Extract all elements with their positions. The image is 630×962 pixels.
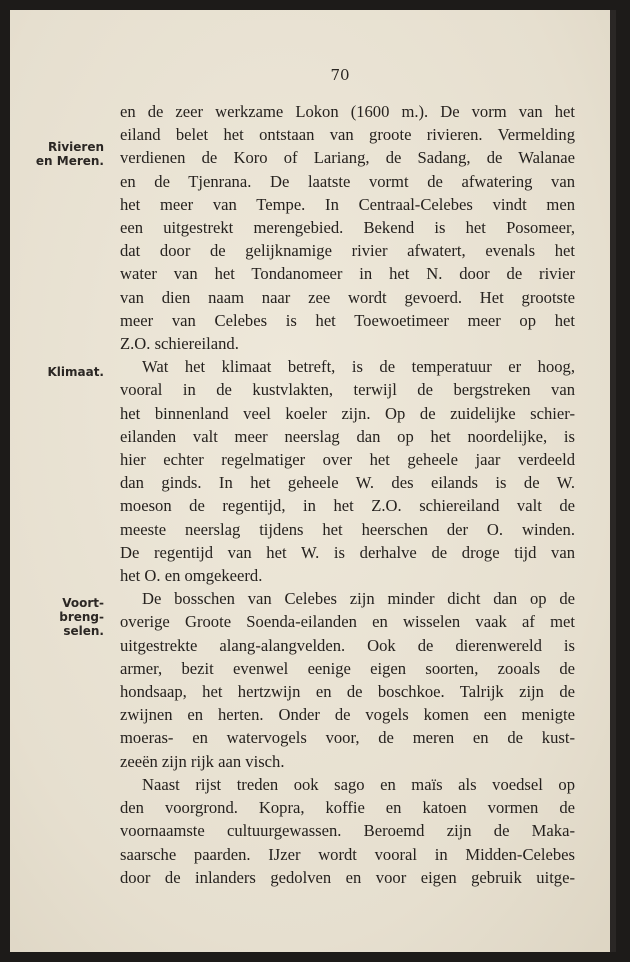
text-line: van dien naam naar zee wordt gevoerd. Het grootste xyxy=(120,287,575,307)
text-line: een uitgestrekt merengebied. Bekend is het Posomeer, xyxy=(120,218,575,238)
sidenote-line: Rivieren xyxy=(47,140,104,154)
text-line: zeeën zijn rijk aan visch. xyxy=(120,751,285,771)
text-line: Naast rijst treden ook sago en maïs als voedsel op xyxy=(142,774,575,794)
text-line: dat door de gelijknamige rivier afwatert, evenals het xyxy=(120,241,575,261)
text-line: eilanden valt meer neerslag dan op het noordelijke, is xyxy=(120,426,575,446)
text-line: Wat het klimaat betreft, is de temperatuur er hoog, xyxy=(142,357,575,377)
sidenote-rivieren xyxy=(12,140,104,168)
text-line: hier echter regelmatiger over het geheele jaar verdeeld xyxy=(120,450,575,470)
book-page xyxy=(10,10,616,952)
text-line: saarsche paarden. IJzer wordt vooral in Midden-Celebes xyxy=(120,844,575,864)
text-line: en de Tjenrana. De laatste vormt de afwatering van xyxy=(120,171,575,191)
page-number: 70 xyxy=(330,66,350,84)
text-line: den voorgrond. Kopra, koffie en katoen vormen de xyxy=(120,798,575,818)
text-line: het meer van Tempe. In Centraal-Celebes vindt men xyxy=(120,194,575,214)
text-line: eiland belet het ontstaan van groote rivieren. Vermelding xyxy=(120,125,575,145)
page-edge-shadow xyxy=(610,10,616,952)
sidenote-voortbrengselen xyxy=(12,596,104,638)
body-text xyxy=(120,100,575,889)
text-line: uitgestrekte alang-alangvelden. Ook de dierenwereld is xyxy=(120,635,575,655)
sidenote-klimaat xyxy=(12,365,104,379)
text-line: De regentijd van het W. is derhalve de droge tijd van xyxy=(120,542,575,562)
sidenote-line: breng- xyxy=(59,610,104,624)
text-line: moeson de regentijd, in het Z.O. schiereiland valt de xyxy=(120,496,575,516)
text-line: hondsaap, het hertzwijn en de boschkoe. Talrijk zijn de xyxy=(120,682,575,702)
text-line: verdienen de Koro of Lariang, de Sadang, de Walanae xyxy=(120,148,575,168)
text-line: voornaamste cultuurgewassen. Beroemd zijn de Maka- xyxy=(120,821,575,841)
text-line: De bosschen van Celebes zijn minder dicht dan op de xyxy=(142,589,575,609)
text-line: moeras- en watervogels voor, de meren en de kust- xyxy=(120,728,575,748)
text-line: vooral in de kustvlakten, terwijl de bergstreken van xyxy=(120,380,575,400)
sidenote-line: Voort- xyxy=(62,596,104,610)
sidenote-line: en Meren. xyxy=(35,154,104,168)
text-line: en de zeer werkzame Lokon (1600 m.). De vorm van het xyxy=(120,102,575,121)
text-line: door de inlanders gedolven en voor eigen gebruik uitge- xyxy=(120,867,575,887)
text-line: armer, bezit evenwel eenige eigen soorten, zooals de xyxy=(120,658,575,678)
text-line: meeste neerslag tijdens het heerschen der O. winden. xyxy=(120,519,575,539)
text-line: dan ginds. In het geheele W. des eilands is de W. xyxy=(120,473,575,493)
text-line: overige Groote Soenda-eilanden en wisselen vaak af met xyxy=(120,612,575,632)
text-line: water van het Tondanomeer in het N. door de rivier xyxy=(120,264,575,284)
sidenote-line: selen. xyxy=(63,624,104,638)
text-line: het O. en omgekeerd. xyxy=(120,566,263,586)
text-line: het binnenland veel koeler zijn. Op de zuidelijke schier- xyxy=(120,403,575,423)
text-line: zwijnen en herten. Onder de vogels komen een menigte xyxy=(120,705,575,725)
text-line: Z.O. schiereiland. xyxy=(120,334,239,354)
text-line: meer van Celebes is het Toewoetimeer meer op het xyxy=(120,310,575,330)
sidenote-line: Klimaat. xyxy=(47,365,104,379)
